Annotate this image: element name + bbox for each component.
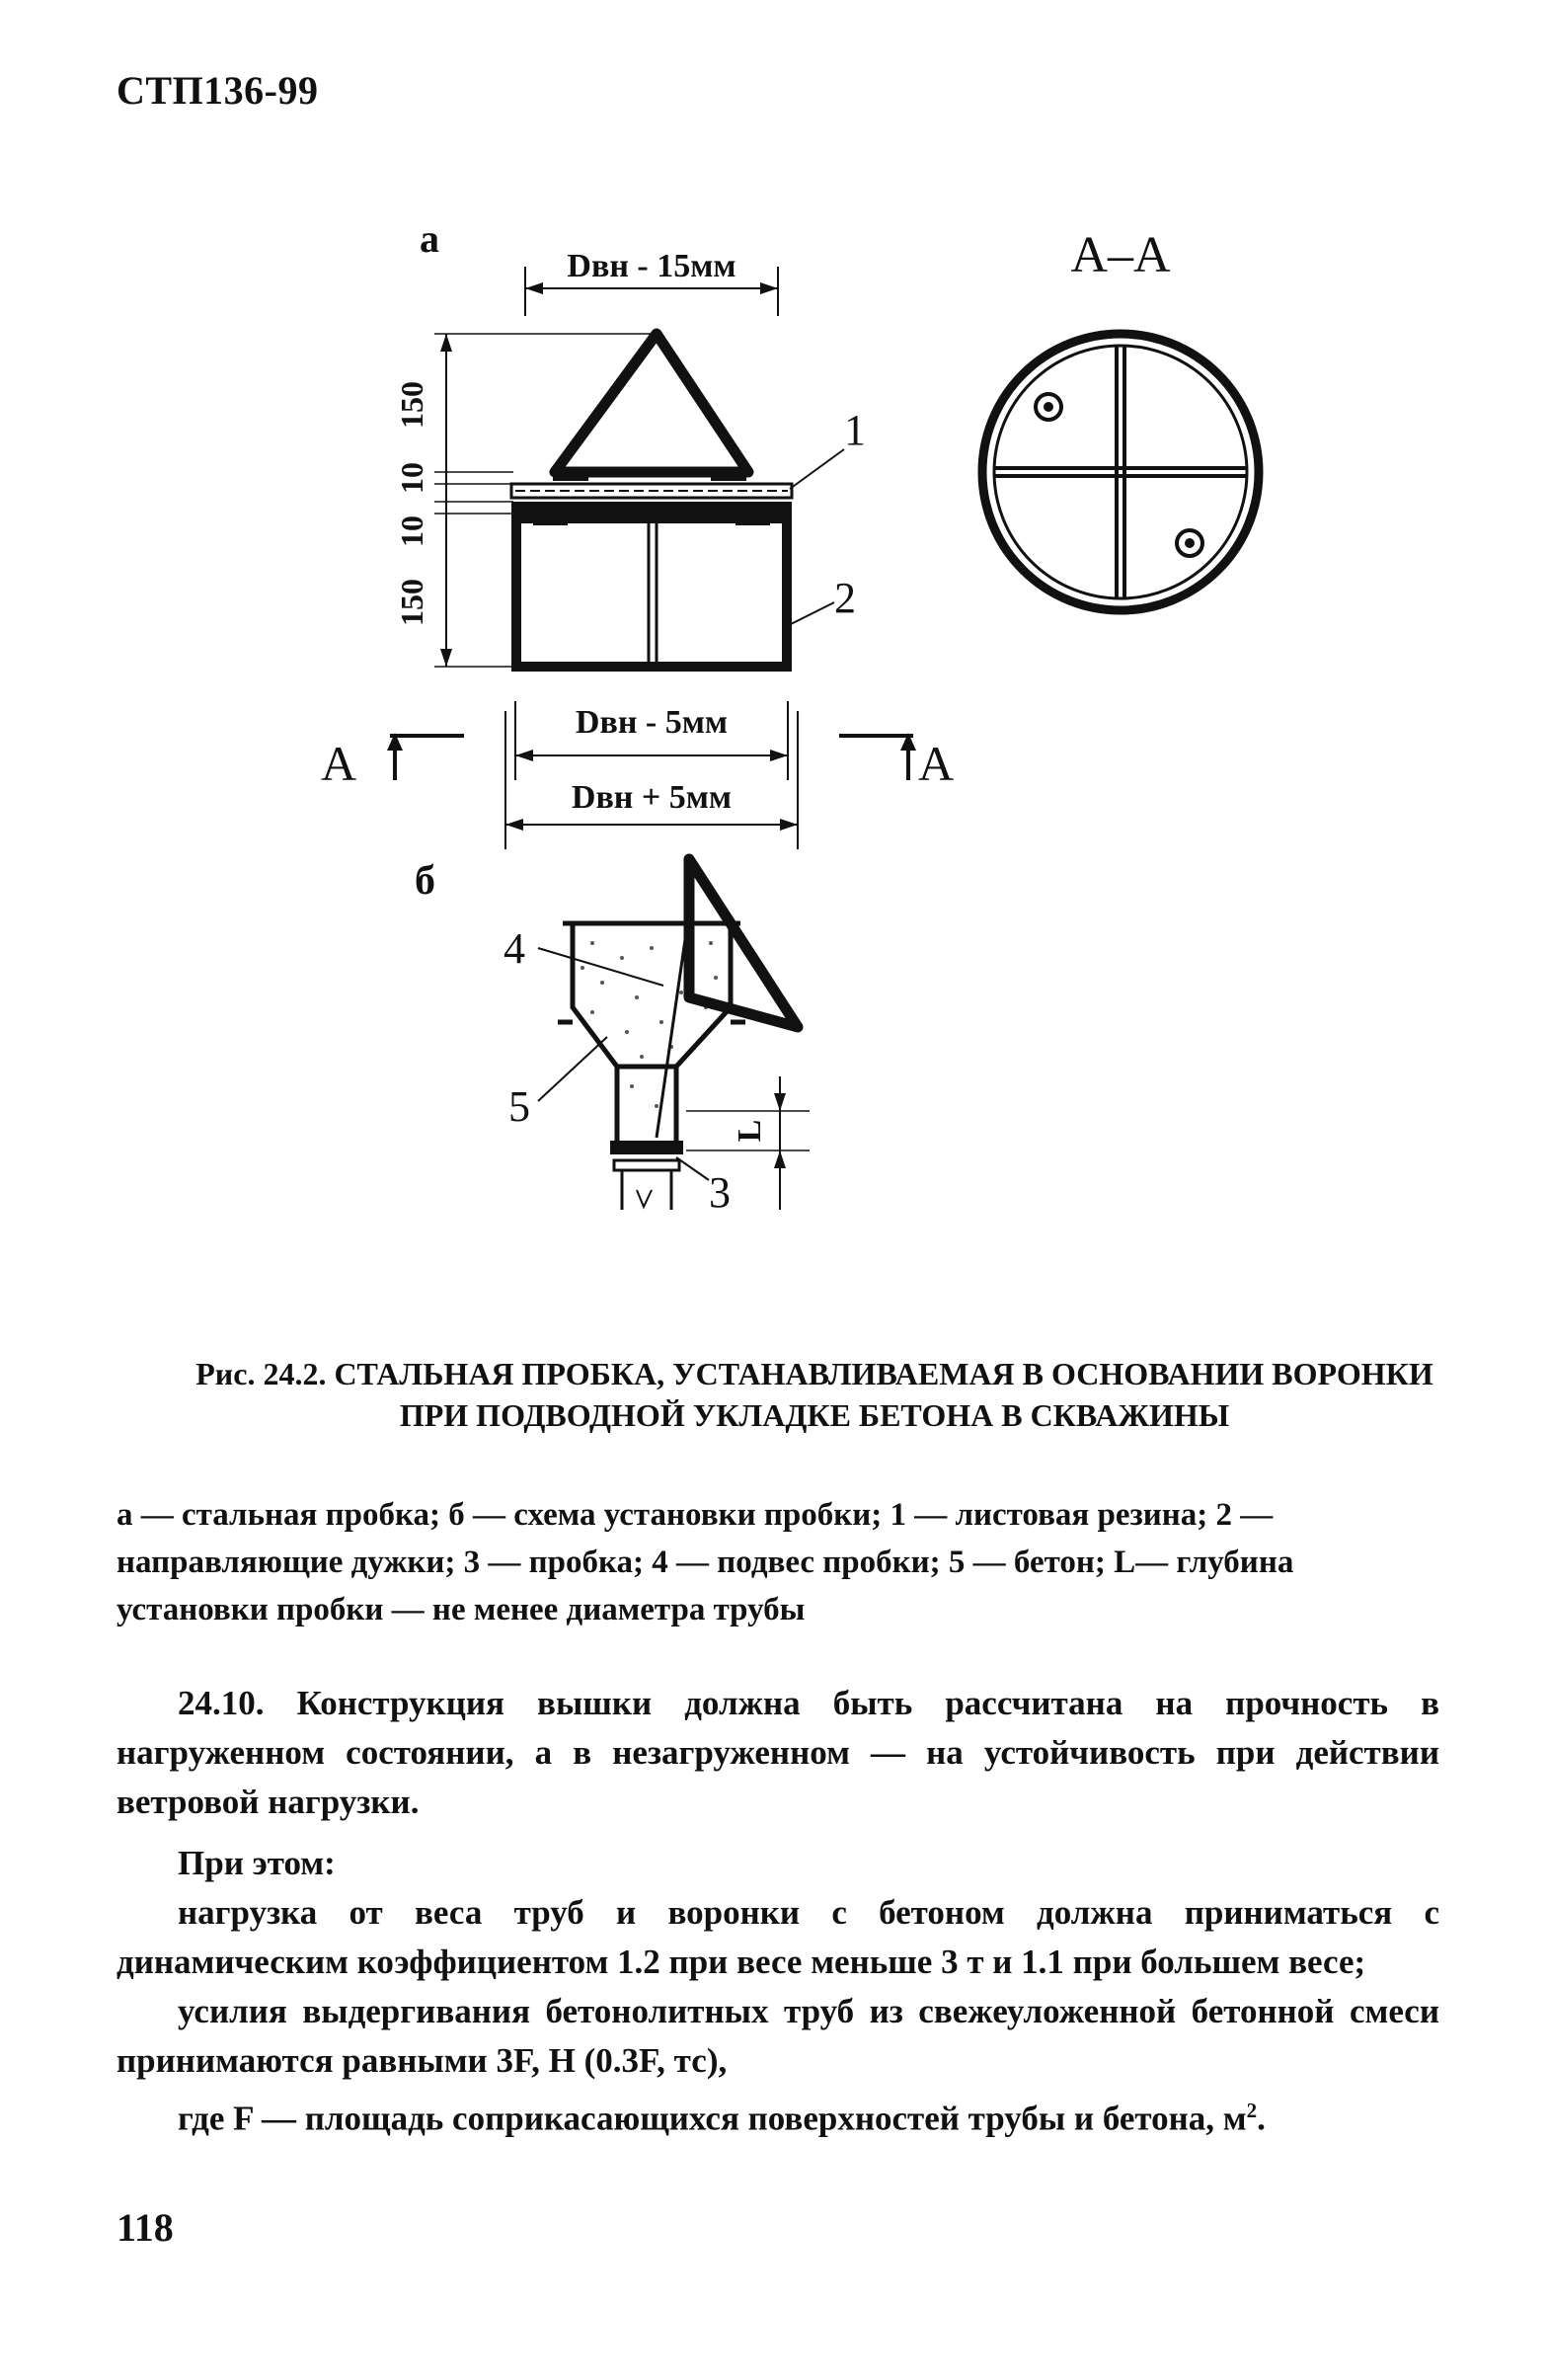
dim-L-label: L (732, 1119, 768, 1143)
figure-drawing (296, 217, 1283, 1254)
paragraph-pullout: усилия выдергивания бетонолитных труб из свежеуложенной бетонной смеси принимаются равными 3F, Н (0.3F, тс), (116, 1992, 1439, 2080)
figure-label-b: б (415, 858, 435, 904)
section-title: А–А (1070, 227, 1171, 283)
section-mark-right: А (918, 736, 955, 791)
figure-legend: а — стальная пробка; б — схема установки пробки; 1 — листовая резина; 2 — направляющие дужки; 3 — пробка; 4 — подвес пробки; 5 — бетон; L— глубина установки пробки — не менее диаметра трубы (116, 1497, 1294, 1627)
paragraph-24-10: 24.10. Конструкция вышки должна быть рассчитана на прочность в нагруженном состоянии, а в незагруженном — на устойчивость при действии ветровой нагрузки. (116, 1684, 1439, 1821)
callout-3: 3 (709, 1168, 731, 1217)
page-number: 118 (116, 2205, 174, 2250)
figure-label-a: а (420, 216, 439, 261)
dim-v-10-top: 10 (394, 462, 429, 494)
area-text: где F — площадь соприкасающихся поверхностей трубы и бетона, м (178, 2099, 1247, 2138)
paragraph-load: нагрузка от веса труб и воронки с бетоном должна приниматься с динамическим коэффициентом 1.2 при весе меньше 3 т и 1.1 при большем весе; (116, 1893, 1439, 1981)
area-end: . (1257, 2099, 1266, 2138)
callout-4: 4 (503, 924, 525, 973)
dim-v-10-bottom: 10 (394, 516, 429, 547)
dim-v-150-bottom: 150 (394, 579, 429, 626)
area-sup: 2 (1246, 2099, 1258, 2122)
dim-top-label: Dвн - 15мм (567, 248, 736, 284)
figure-caption: Рис. 24.2. СТАЛЬНАЯ ПРОБКА, УСТАНАВЛИВАЕМАЯ В ОСНОВАНИИ ВОРОНКИ ПРИ ПОДВОДНОЙ УКЛАДКЕ БЕТОНА В СКВАЖИНЫ (195, 1356, 1433, 1433)
section-mark-left: А (321, 736, 357, 791)
main-text (116, 1679, 1439, 2144)
figure-steel-plug (296, 217, 1283, 1254)
callout-1: 1 (844, 406, 866, 454)
callout-5: 5 (508, 1082, 530, 1131)
dim-mid-label: Dвн - 5мм (575, 704, 729, 741)
dim-bottom-label: Dвн + 5мм (571, 779, 733, 816)
paragraph-area (116, 2086, 1439, 2144)
dim-v-150-top: 150 (394, 381, 429, 429)
paragraph-intro: При этом: (178, 1844, 336, 1882)
document-code: СТП136-99 (116, 68, 319, 113)
callout-2: 2 (834, 574, 856, 622)
